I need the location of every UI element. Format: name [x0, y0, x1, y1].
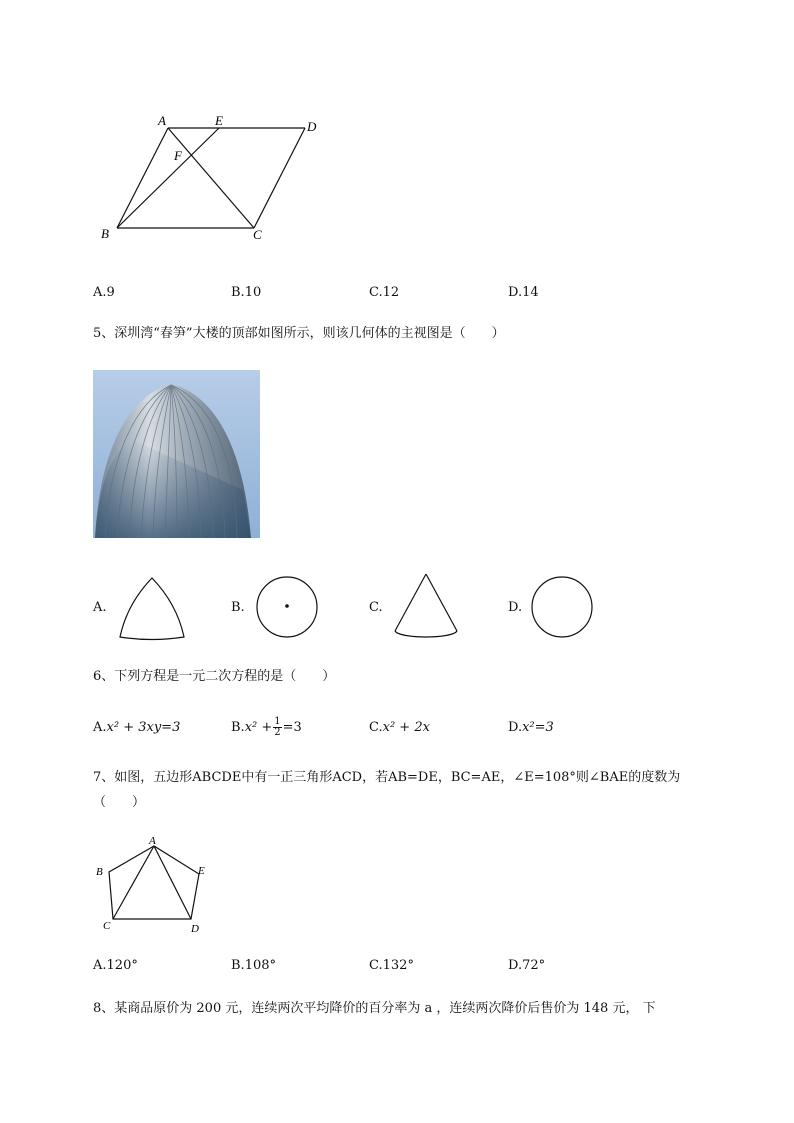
q7-option-d[interactable]: [508, 958, 545, 974]
q4-option-a[interactable]: [93, 285, 115, 301]
q5-option-b-key: B.: [231, 600, 245, 615]
q6-question: 6、下列方程是一元二次方程的是（ ）: [93, 669, 336, 684]
q6-option-b-fraction: [273, 717, 281, 738]
q6-option-a[interactable]: [93, 720, 180, 736]
q4-figure: [95, 108, 335, 248]
q5-option-b[interactable]: [231, 600, 245, 616]
cone-icon: [390, 570, 462, 642]
q7-question: 7、如图，五边形ABCDE中有一正三角形ACD，若AB=DE，BC=AE，∠E=108°则∠BAE的度数为: [93, 770, 681, 785]
q4-label-b: B: [101, 226, 109, 241]
q7-question-cont: （ ）: [93, 795, 146, 810]
q6-option-c-expr: x² + 2x: [382, 720, 430, 735]
q7-option-d-key: D.: [508, 958, 523, 973]
building-photo: [93, 370, 260, 538]
q8-question: 8、某商品原价为 200 元，连续两次平均降价的百分率为 a ，连续两次降价后售价为 148 元， 下: [93, 1001, 656, 1016]
q4-label-e: E: [215, 113, 223, 128]
q6-option-d-expr: x²=3: [522, 720, 554, 735]
q7-option-c[interactable]: [369, 958, 414, 974]
q5-option-a[interactable]: [93, 600, 107, 616]
q7-figure: [92, 832, 222, 936]
q7-option-b-key: B.: [231, 958, 245, 973]
q4-option-a-text: 9: [106, 285, 115, 300]
q7-option-a[interactable]: [93, 958, 138, 974]
q4-option-c[interactable]: [369, 285, 399, 301]
q4-option-b-key: B.: [231, 285, 245, 300]
q7-label-c: C: [103, 920, 111, 932]
q6-fraction-numerator: 1: [274, 716, 281, 727]
q4-label-d: D: [307, 119, 317, 134]
q7-option-a-key: A.: [93, 958, 107, 973]
q6-option-c[interactable]: [369, 720, 430, 736]
q6-option-c-key: C.: [369, 720, 383, 735]
q6-option-b-expr-left: x² +: [244, 720, 273, 735]
q4-option-d-key: D.: [508, 285, 523, 300]
q4-option-d-text: 14: [522, 285, 539, 300]
q4-option-a-key: A.: [93, 285, 107, 300]
q7-option-c-text: 132°: [382, 958, 414, 973]
circle-with-dot-icon: [255, 575, 319, 639]
q7-label-b: B: [96, 866, 103, 878]
q4-option-b-text: 10: [244, 285, 262, 300]
q6-option-b-key: B.: [231, 720, 245, 735]
q6-option-d-key: D.: [508, 720, 523, 735]
q5-option-c[interactable]: [369, 600, 383, 616]
q5-option-d[interactable]: [508, 600, 522, 616]
q4-option-b[interactable]: [231, 285, 261, 301]
q4-option-c-text: 12: [382, 285, 400, 300]
q5-option-d-key: D.: [508, 600, 523, 615]
q7-option-d-text: 72°: [522, 958, 546, 973]
circle-icon: [530, 575, 594, 639]
q6-option-b[interactable]: [231, 716, 302, 740]
q6-option-a-expr: x² + 3xy=3: [106, 720, 181, 735]
q4-label-a: A: [158, 113, 166, 128]
q7-option-c-key: C.: [369, 958, 383, 973]
q4-option-c-key: C.: [369, 285, 383, 300]
q7-option-b-text: 108°: [244, 958, 277, 973]
q5-option-c-key: C.: [369, 600, 383, 615]
q5-option-a-key: A.: [93, 600, 107, 615]
q7-label-a: A: [149, 835, 156, 847]
q7-label-e: E: [198, 865, 205, 877]
q6-fraction-denominator: 2: [274, 727, 281, 738]
q4-option-d[interactable]: [508, 285, 539, 301]
reuleaux-triangle-icon: [115, 574, 189, 642]
q4-label-f: F: [174, 148, 182, 163]
q7-option-a-text: 120°: [106, 958, 138, 973]
q7-option-b[interactable]: [231, 958, 276, 974]
q4-label-c: C: [253, 227, 262, 242]
q6-option-a-key: A.: [93, 720, 107, 735]
q6-option-d[interactable]: [508, 720, 554, 736]
q6-option-b-expr-right: =3: [282, 720, 302, 735]
q5-question: 5、深圳湾“春笋”大楼的顶部如图所示，则该几何体的主视图是（ ）: [93, 326, 505, 341]
q7-label-d: D: [191, 923, 199, 935]
